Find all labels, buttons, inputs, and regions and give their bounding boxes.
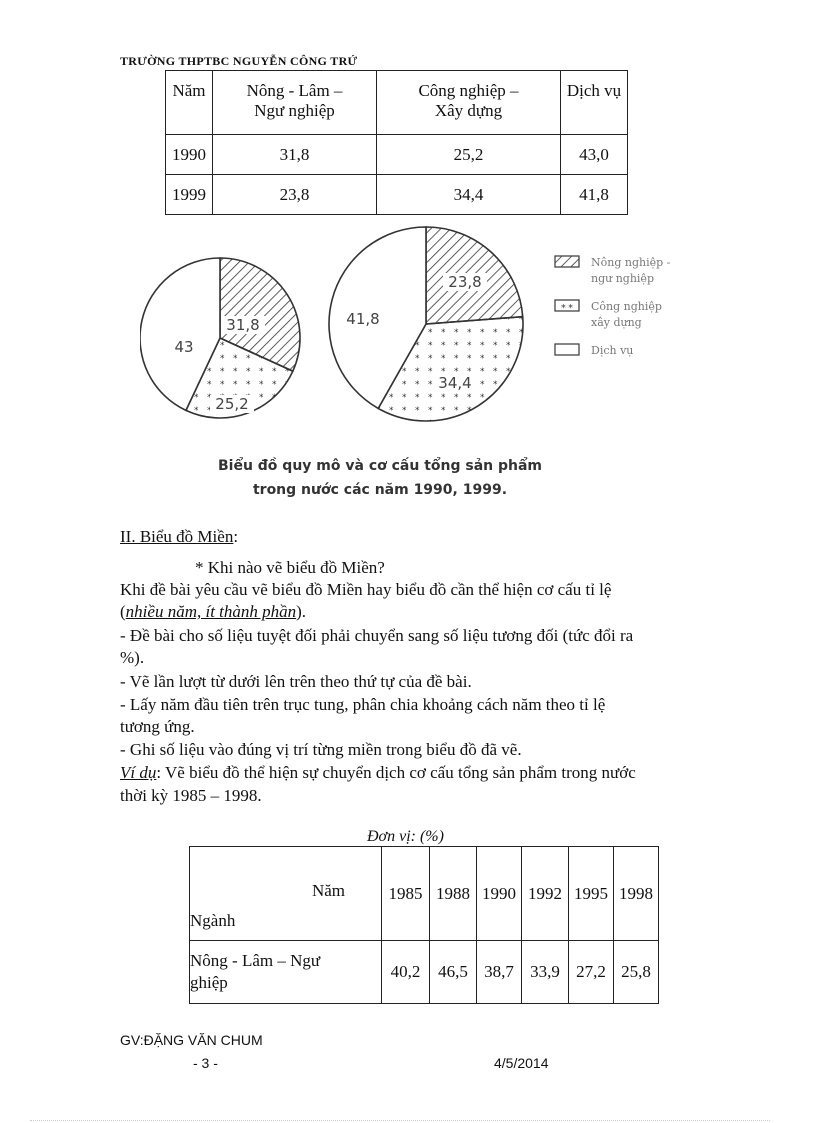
table-cell: 33,9 <box>522 941 569 1004</box>
chart-title-line-2: trong nước các năm 1990, 1999. <box>252 482 508 498</box>
table-cell: 46,5 <box>430 941 477 1004</box>
table-cell: 27,2 <box>569 941 614 1004</box>
text-line: - Vẽ lần lượt từ dưới lên trên theo thứ tự của đề bài. <box>120 672 472 691</box>
table-cell: 41,8 <box>561 175 628 215</box>
pie-1990-slice-label: 25,2 <box>215 395 249 413</box>
col-year-header: Năm <box>166 71 213 135</box>
pie-1999-slice-label: 34,4 <box>438 374 472 392</box>
table-cell: 1990 <box>166 135 213 175</box>
pie-charts-figure <box>140 222 680 502</box>
row-label: Nông - Lâm – Ngư ghiệp <box>190 941 382 1004</box>
col-agriculture-header: Nông - Lâm – Ngư nghiệp <box>213 71 377 135</box>
table-cell: 1999 <box>166 175 213 215</box>
chart-title-line-1: Biểu đồ quy mô và cơ cấu tổng sản phẩm <box>217 458 543 474</box>
legend-swatch <box>555 256 579 267</box>
legend-label: ngư nghiệp <box>591 272 654 285</box>
pie-1990-slice-label: 31,8 <box>226 316 260 334</box>
section-question: * Khi nào vẽ biểu đồ Miền? <box>195 558 385 577</box>
section-heading: II. Biểu đồ Miền: <box>120 527 239 546</box>
corner-year-label: Năm <box>311 881 345 900</box>
col-industry-header: Công nghiệp – Xây dựng <box>377 71 561 135</box>
year-header: 1985 <box>382 847 430 941</box>
teacher-name: GV:ĐẶNG VĂN CHUM <box>120 1032 263 1048</box>
legend-label: xây dựng <box>591 316 642 329</box>
table-cell: 23,8 <box>213 175 377 215</box>
corner-sector-label: Ngành <box>190 911 236 930</box>
school-header: TRƯỜNG THPTBC NGUYỄN CÔNG TRỨ <box>120 54 358 68</box>
text-line: Khi đề bài yêu cầu vẽ biểu đồ Miền hay biểu đồ cần thể hiện cơ cấu tỉ lệ <box>120 580 612 599</box>
unit-label: Đơn vị: (%) <box>367 828 444 845</box>
table-cell: 38,7 <box>477 941 522 1004</box>
page-number: - 3 - <box>193 1055 218 1071</box>
table-cell: 25,8 <box>614 941 659 1004</box>
example-line: Ví dụ: Vẽ biểu đồ thể hiện sự chuyển dịch cơ cấu tổng sản phẩm trong nước <box>120 763 636 782</box>
text-line: %). <box>120 648 145 667</box>
legend-label: Dịch vụ <box>591 344 634 357</box>
table-row <box>166 135 628 175</box>
table-cell: 43,0 <box>561 135 628 175</box>
year-header: 1995 <box>569 847 614 941</box>
table-row <box>166 175 628 215</box>
legend-label: Nông nghiệp - <box>591 256 671 269</box>
pie-1999-slice-label: 41,8 <box>346 310 380 328</box>
text-line: thời kỳ 1985 – 1998. <box>120 786 262 805</box>
table-header-row <box>190 847 659 941</box>
legend-swatch <box>555 344 579 355</box>
print-date: 4/5/2014 <box>494 1055 549 1071</box>
legend-swatch-dots: * * <box>561 304 573 314</box>
sector-shift-table <box>189 846 659 1004</box>
table-cell: 40,2 <box>382 941 430 1004</box>
pie-1990-slice-label: 43 <box>174 338 194 356</box>
table-header-row <box>166 71 628 135</box>
table-cell: 31,8 <box>213 135 377 175</box>
year-header: 1992 <box>522 847 569 941</box>
table-cell: 25,2 <box>377 135 561 175</box>
text-line: tương ứng. <box>120 717 195 736</box>
year-header: 1988 <box>430 847 477 941</box>
table-row <box>190 941 659 1004</box>
text-line: - Lấy năm đầu tiên trên trục tung, phân chia khoảng cách năm theo tỉ lệ <box>120 695 606 714</box>
corner-cell <box>190 847 382 941</box>
gdp-structure-table <box>165 70 628 215</box>
pie-1999-slice-label: 23,8 <box>448 273 482 291</box>
bottom-divider <box>30 1120 770 1121</box>
text-line: (nhiều năm, ít thành phần). <box>120 602 307 621</box>
year-header: 1998 <box>614 847 659 941</box>
year-header: 1990 <box>477 847 522 941</box>
legend-label: Công nghiệp <box>591 300 662 313</box>
col-services-header: Dịch vụ <box>561 71 628 135</box>
text-line: - Đề bài cho số liệu tuyệt đối phải chuyển sang số liệu tương đối (tức đổi ra <box>120 626 634 645</box>
text-line: - Ghi số liệu vào đúng vị trí từng miền trong biểu đồ đã vẽ. <box>120 740 522 759</box>
table-cell: 34,4 <box>377 175 561 215</box>
